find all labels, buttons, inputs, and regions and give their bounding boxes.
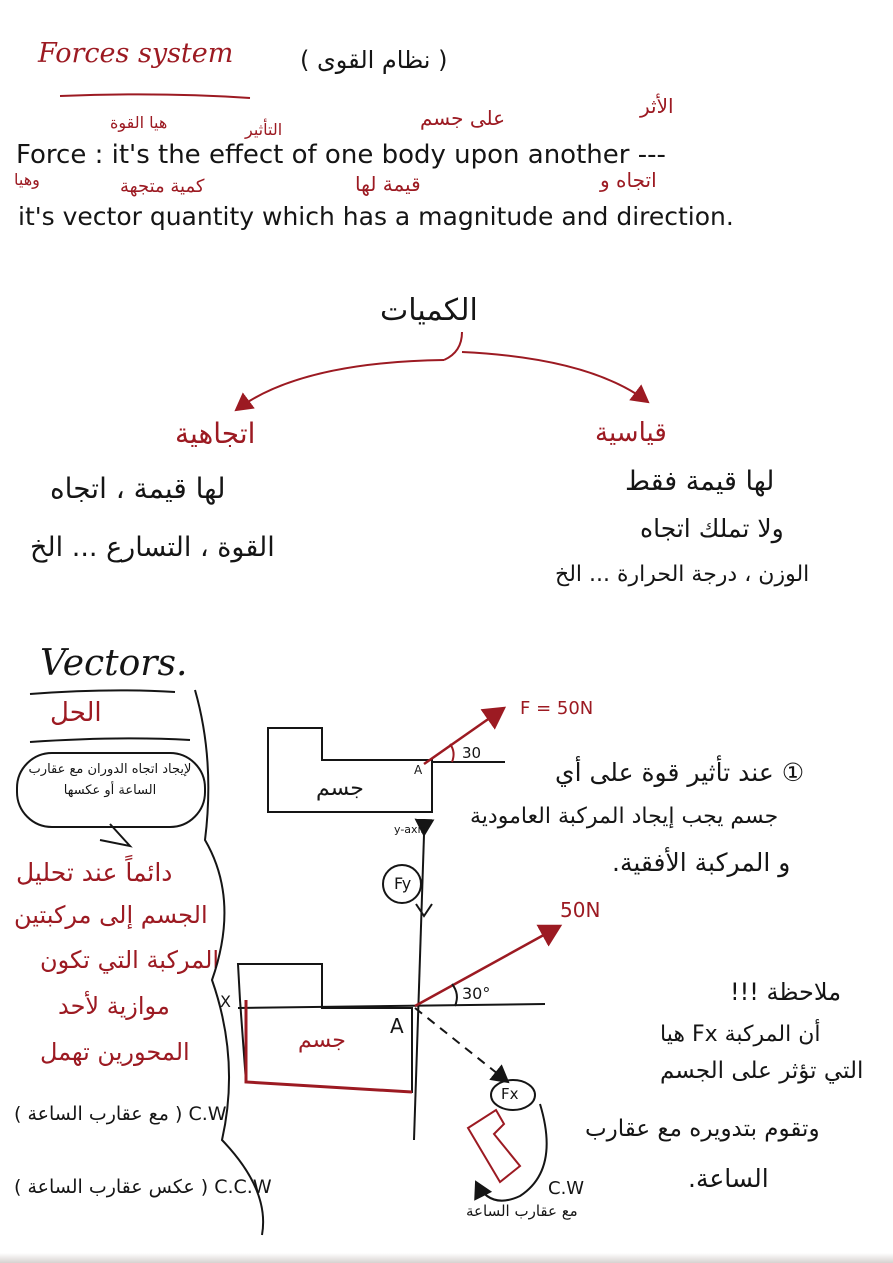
top-angle-label: 30: [462, 744, 482, 762]
bubble-tail: [100, 824, 130, 846]
fy-arrow: [416, 904, 432, 916]
branch-right-title: قياسية: [595, 418, 667, 448]
annot-wa-hia: وهيا: [14, 170, 40, 189]
y-axis-label: y-axis: [394, 823, 427, 836]
branch-left-title: اتجاهية: [175, 417, 256, 450]
note-1-line-2: جسم يجب إيجاد المركبة العامودية: [470, 804, 779, 829]
y-axis-line: [414, 835, 424, 1140]
branch-right-line-1: لها قيمة فقط: [625, 466, 775, 497]
sidebar-subtitle-underline: [30, 738, 190, 742]
branch-left-line-1: لها قيمة ، اتجاه: [50, 472, 226, 505]
note-1-line-3: و المركبة الأفقية.: [612, 848, 791, 877]
tree-branch-right: [462, 352, 648, 402]
rotated-body: [468, 1110, 520, 1182]
page-bottom-edge: [0, 1253, 893, 1263]
sidebar-line-3: المركبة التي تكون: [40, 946, 220, 974]
annot-qima: قيمة لها: [355, 172, 421, 196]
heading-underline: [60, 94, 250, 98]
fx-label: Fx: [501, 1085, 519, 1103]
note-2-line-1: أن المركبة Fx هيا: [660, 1022, 821, 1047]
tree-branch-left: [236, 360, 444, 410]
top-force-label: F = 50N: [520, 698, 594, 719]
annot-athar: الأثر: [640, 94, 674, 118]
x-axis-label: X: [220, 992, 231, 1011]
annot-ittijah: اتجاه و: [600, 168, 657, 192]
top-body-label: جسم: [316, 776, 364, 801]
main-angle-arc: [452, 984, 457, 1006]
main-force-label: 50N: [560, 898, 601, 922]
sidebar-line-5: المحورين تهمل: [40, 1038, 190, 1066]
top-point-label: A: [414, 763, 423, 777]
tree-stem: [444, 332, 462, 360]
sidebar-ccw: C.C.W ( عكس عقارب الساعة ): [14, 1176, 272, 1198]
sidebar-line-2: الجسم إلى مركبتين: [14, 901, 208, 929]
sidebar-vertical-divider: [195, 690, 263, 1235]
heading-ar: ( نظام القوى ): [300, 46, 448, 74]
note-2-title: ملاحظة !!!: [730, 978, 842, 1006]
annot-kamiya-mutajiha: كمية متجهة: [120, 176, 205, 197]
quantities-title: الكميات: [380, 293, 478, 328]
sidebar-subtitle: الحل: [50, 698, 102, 728]
definition-line-2: it's vector quantity which has a magnitude and direction.: [18, 202, 734, 231]
heading-en: Forces system: [38, 38, 234, 69]
sidebar-bubble-text: لإيجاد اتجاه الدوران مع عقارب الساعة أو عكسها: [28, 762, 192, 798]
annot-taathir: التأثير: [245, 120, 283, 139]
sidebar-line-1: دائماً عند تحليل: [16, 858, 173, 887]
vectors-underline: [30, 690, 175, 694]
branch-right-line-2: ولا تملك اتجاه: [640, 514, 784, 543]
main-angle-label: 30°: [462, 984, 491, 1003]
cw-label: C.W: [548, 1178, 585, 1199]
vectors-title: Vectors.: [40, 643, 188, 684]
sidebar-cw: C.W ( مع عقارب الساعة ): [14, 1103, 227, 1125]
cw-rotation-arc: [476, 1104, 547, 1201]
annot-ala-jism: على جسم: [420, 106, 506, 130]
branch-left-line-2: القوة ، التسارع ... الخ: [30, 532, 275, 563]
main-body-label: جسم: [298, 1028, 346, 1053]
sidebar-line-4: موازية لأحد: [58, 992, 170, 1020]
note-1-line-1: ① عند تأثير قوة على أي: [555, 758, 805, 787]
note-2-line-3: وتقوم بتدويره مع عقارب: [585, 1116, 820, 1142]
branch-right-line-3: الوزن ، درجة الحرارة ... الخ: [555, 562, 810, 587]
main-point-label: A: [390, 1014, 404, 1038]
fx-dashed-line: [415, 1008, 508, 1082]
cw-caption: مع عقارب الساعة: [466, 1202, 578, 1220]
note-2-line-4: الساعة.: [688, 1164, 769, 1193]
annot-hia-quwwa: هيا القوة: [110, 113, 168, 132]
fy-label: Fy: [394, 874, 412, 893]
note-2-line-2: التي تؤثر على الجسم: [660, 1058, 864, 1084]
definition-line-1: Force : it's the effect of one body upon another ---: [16, 140, 666, 170]
